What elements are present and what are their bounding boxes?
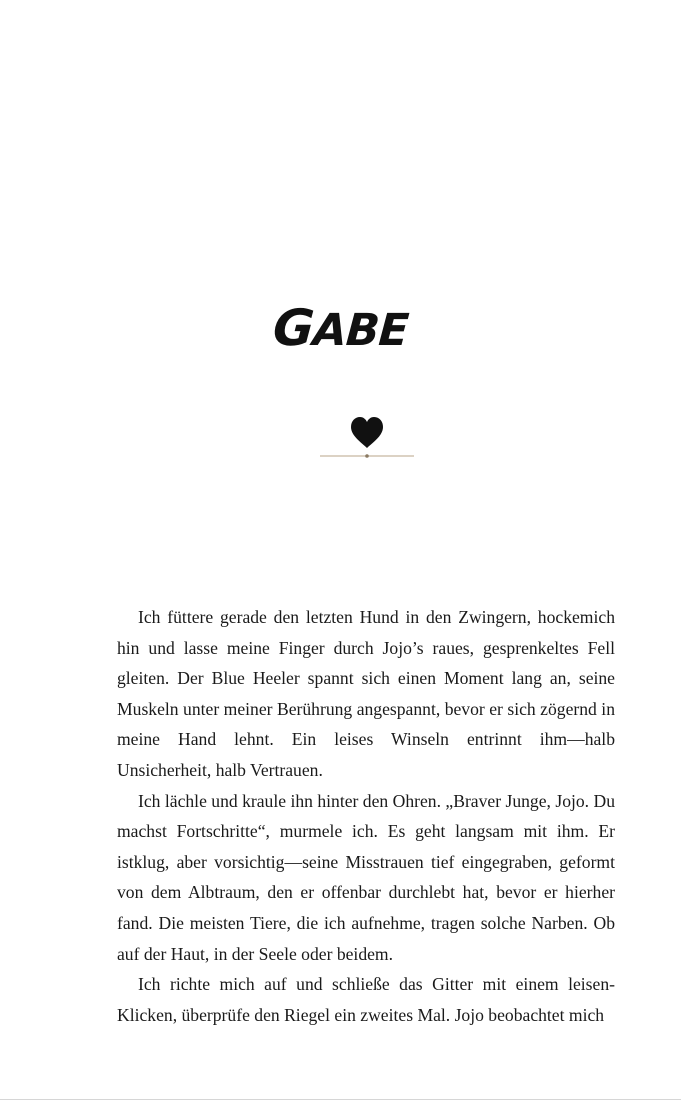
paragraph-1: Ich füttere gerade den letzten Hund in den Zwingern, hockemich hin und lasse meine Finger durch Jojo’s raues, gesprenkeltes Fell gleiten. Der Blue Heeler spannt sich einen Moment lang an, seine Muskeln unter meiner Berührung angespannt, bevor er sich zögernd in meine Hand lehnt. Ein leises Winseln entrinnt ihm—halb Unsicherheit, halb Vertrauen. [117, 607, 615, 780]
heart-icon [351, 417, 383, 448]
chapter-title [0, 298, 681, 361]
heart-divider-icon [318, 412, 416, 460]
chapter-title-initial: G [271, 299, 316, 357]
paragraph-2: Ich lächle und kraule ihn hinter den Ohren. „Braver Junge, Jojo. Du machst Fortschritte“, murmele ich. Es geht langsam mit ihm. Er istklug, aber vorsichtig—seine Misstrauen tief eingegraben, geformt von dem Albtraum, den er offenbar durchlebt hat, bevor er hierher fand. Die meisten Tiere, die ich aufnehme, tragen solche Narben. Ob auf der Haut, in der Seele oder beidem. [117, 790, 615, 964]
chapter-title-rest: ABE [311, 305, 410, 356]
paragraph-3: Ich richte mich auf und schließe das Gitter mit einem leisen-Klicken, überprüfe den Riegel ein zweites Mal. Jojo beobachtet mich [117, 974, 615, 1025]
chapter-body [117, 602, 615, 1030]
divider-dot [365, 454, 369, 458]
